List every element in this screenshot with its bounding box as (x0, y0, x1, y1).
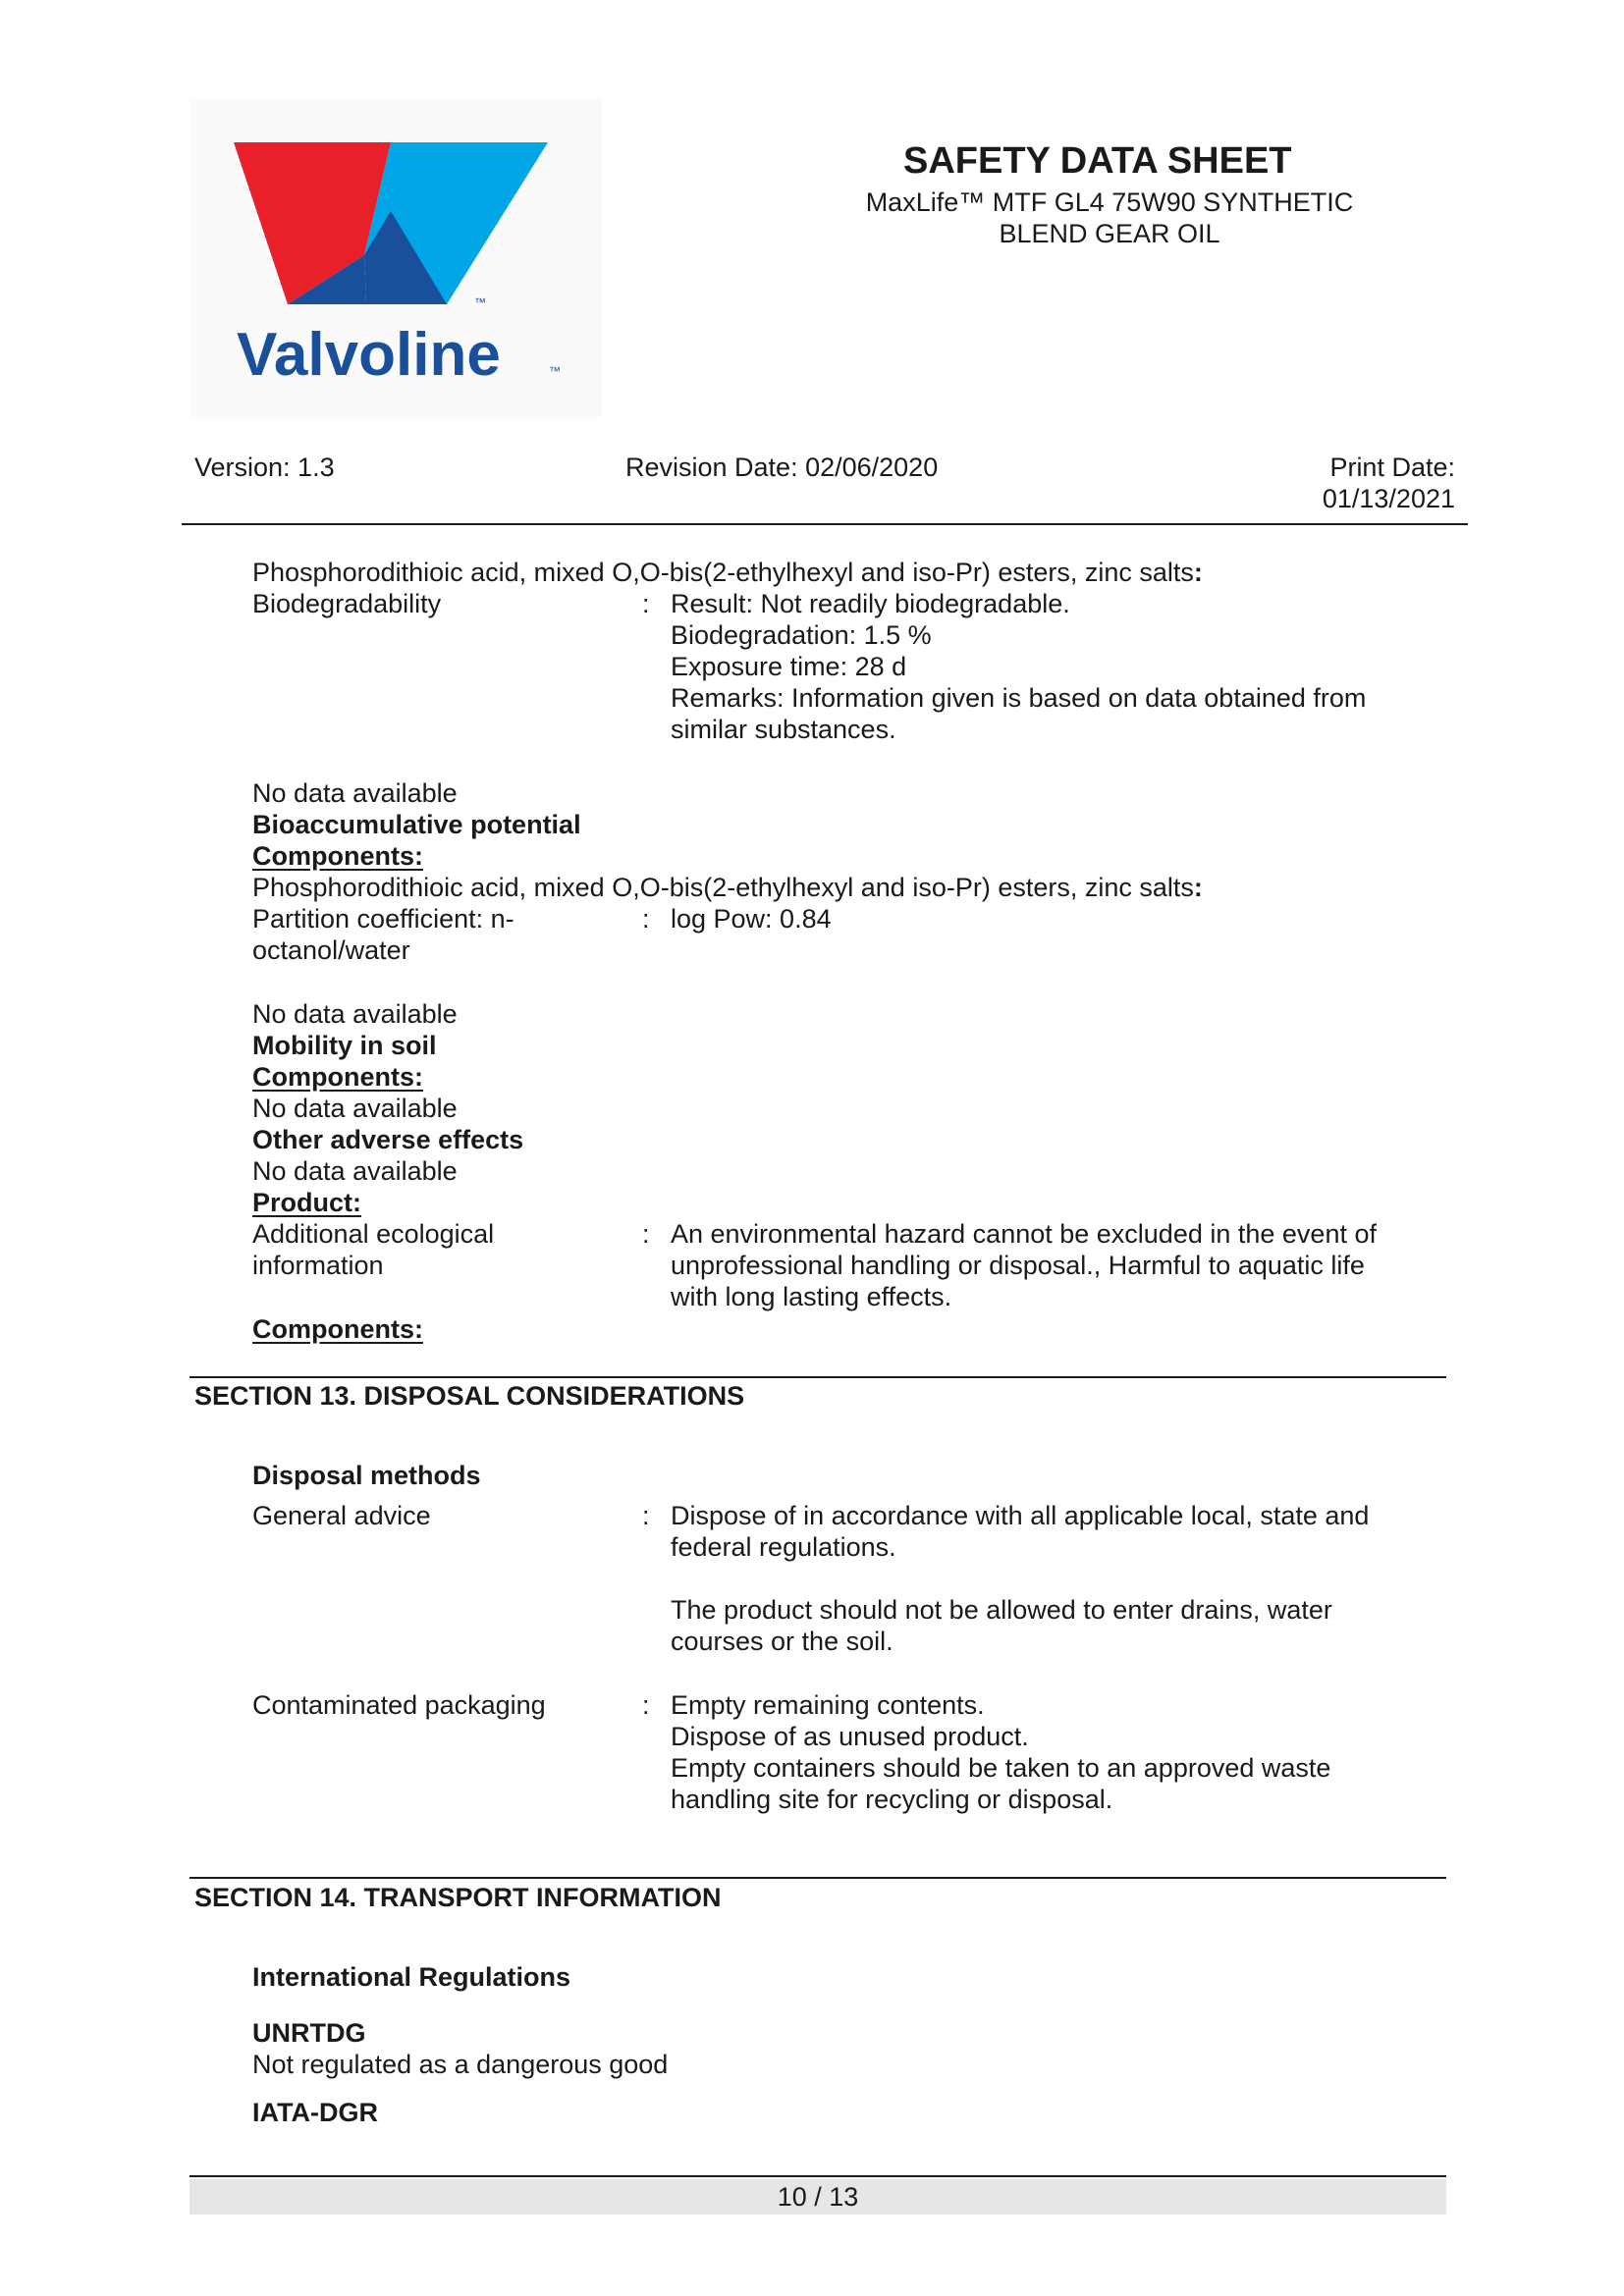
colon-separator: : (642, 1690, 650, 1720)
no-data-4: No data available (252, 1156, 458, 1186)
valvoline-logo-icon (189, 98, 602, 417)
iata-dgr-heading: IATA-DGR (252, 2098, 378, 2127)
colon-separator: : (642, 904, 650, 934)
additional-eco-label-2: information (252, 1251, 384, 1280)
biodeg-value-1: Result: Not readily biodegradable. (671, 589, 1070, 618)
svg-text:™: ™ (474, 295, 486, 309)
general-advice-label: General advice (252, 1501, 431, 1530)
revision-date: Revision Date: 02/06/2020 (625, 453, 939, 482)
general-advice-value-2: federal regulations. (671, 1532, 896, 1562)
contaminated-value-4: handling site for recycling or disposal. (671, 1785, 1113, 1814)
no-data-1: No data available (252, 778, 458, 808)
biodeg-value-5: similar substances. (671, 715, 896, 744)
disposal-methods-heading: Disposal methods (252, 1461, 481, 1490)
contaminated-value-2: Dispose of as unused product. (671, 1722, 1029, 1751)
additional-eco-value-2: unprofessional handling or disposal., Harmful to aquatic life (671, 1251, 1365, 1280)
colon-separator: : (642, 1501, 650, 1530)
print-date-value: 01/13/2021 (1322, 484, 1455, 513)
colon-separator: : (642, 1219, 650, 1249)
general-advice-value-1: Dispose of in accordance with all applicable local, state and (671, 1501, 1370, 1530)
component-name-2: Phosphorodithioic acid, mixed O,O-bis(2-ethylhexyl and iso-Pr) esters, zinc salts: (252, 873, 1203, 902)
print-date-label: Print Date: (1329, 453, 1455, 482)
other-effects-heading: Other adverse effects (252, 1125, 524, 1154)
additional-eco-value-1: An environmental hazard cannot be excluded in the event of (671, 1219, 1377, 1249)
international-regulations-heading: International Regulations (252, 1962, 571, 1992)
contaminated-value-3: Empty containers should be taken to an approved waste (671, 1753, 1331, 1783)
partition-label-1: Partition coefficient: n- (252, 904, 514, 934)
svg-text:™: ™ (549, 364, 561, 378)
components-heading-2: Components: (252, 1062, 423, 1092)
biodeg-value-2: Biodegradation: 1.5 % (671, 620, 932, 650)
contaminated-packaging-label: Contaminated packaging (252, 1690, 546, 1720)
general-advice-value-4: courses or the soil. (671, 1627, 893, 1656)
unrtdg-value: Not regulated as a dangerous good (252, 2050, 669, 2079)
biodegradability-label: Biodegradability (252, 589, 442, 618)
components-heading-1: Components: (252, 841, 423, 871)
section-13-divider (189, 1376, 1446, 1378)
document-title: SAFETY DATA SHEET (903, 140, 1292, 182)
product-name-line1: MaxLife™ MTF GL4 75W90 SYNTHETIC (865, 187, 1354, 217)
svg-text:Valvoline: Valvoline (237, 321, 501, 389)
additional-eco-label-1: Additional ecological (252, 1219, 495, 1249)
version: Version: 1.3 (194, 453, 335, 482)
component-name-1: Phosphorodithioic acid, mixed O,O-bis(2-ethylhexyl and iso-Pr) esters, zinc salts: (252, 558, 1203, 587)
section-14-heading: SECTION 14. TRANSPORT INFORMATION (194, 1883, 722, 1912)
partition-value: log Pow: 0.84 (671, 904, 832, 934)
additional-eco-value-3: with long lasting effects. (671, 1282, 952, 1311)
logo (189, 98, 602, 417)
product-heading: Product: (252, 1188, 361, 1217)
components-heading-3: Components: (252, 1314, 423, 1344)
footer-divider (189, 2175, 1446, 2177)
biodeg-value-4: Remarks: Information given is based on data obtained from (671, 683, 1367, 713)
no-data-2: No data available (252, 999, 458, 1029)
partition-label-2: octanol/water (252, 935, 410, 965)
unrtdg-heading: UNRTDG (252, 2018, 366, 2048)
contaminated-value-1: Empty remaining contents. (671, 1690, 985, 1720)
product-name-line2: BLEND GEAR OIL (999, 219, 1220, 248)
general-advice-value-3: The product should not be allowed to enter drains, water (671, 1595, 1332, 1625)
header-divider (182, 523, 1468, 525)
section-13-heading: SECTION 13. DISPOSAL CONSIDERATIONS (194, 1381, 745, 1411)
bioaccumulative-heading: Bioaccumulative potential (252, 810, 581, 839)
page-number: 10 / 13 (777, 2182, 859, 2212)
section-14-divider (189, 1877, 1446, 1879)
colon-separator: : (642, 589, 650, 618)
biodeg-value-3: Exposure time: 28 d (671, 652, 907, 681)
mobility-heading: Mobility in soil (252, 1031, 437, 1060)
no-data-3: No data available (252, 1094, 458, 1123)
